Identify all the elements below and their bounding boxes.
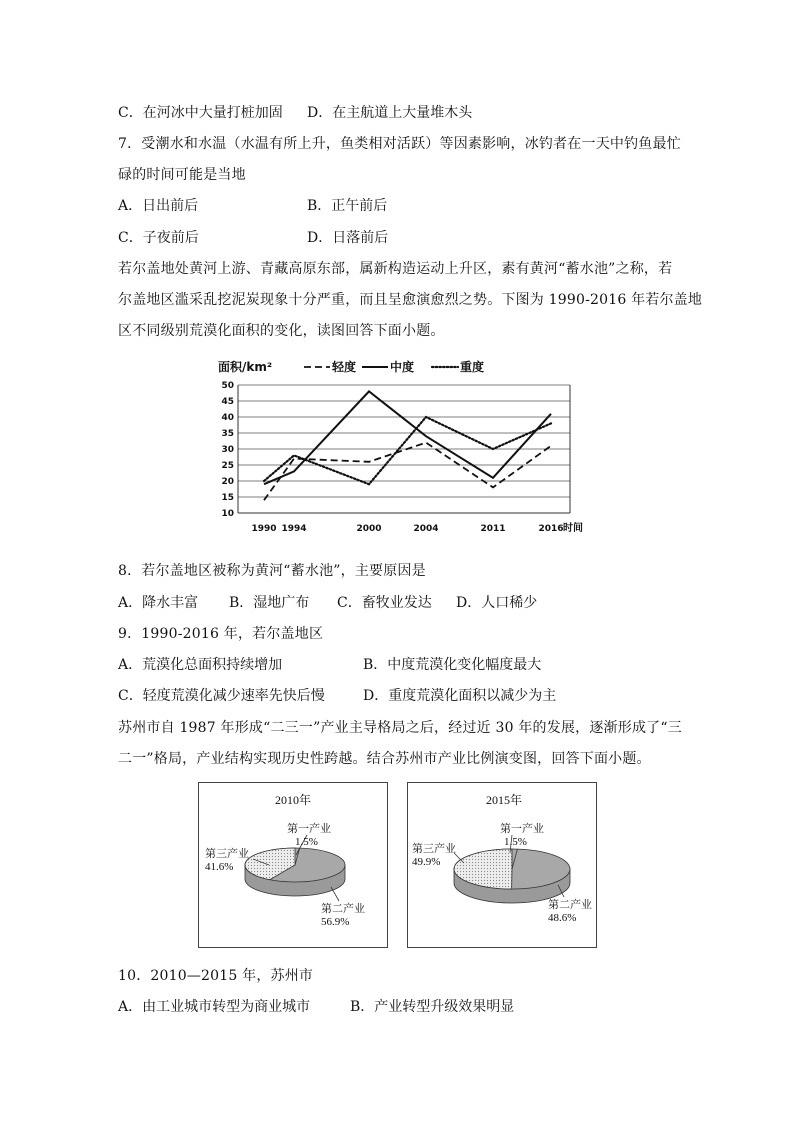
legend-label: 中度 [390, 360, 415, 374]
pie-primary-label: 第一产业 [500, 823, 544, 835]
pie-chart-2015 [407, 782, 597, 948]
q9-option-b: B．中度荒漠化变化幅度最大 [363, 657, 542, 673]
q8-stem: 8．若尔盖地区被称为黄河“蓄水池”，主要原因是 [118, 563, 426, 579]
series-line-dotted [264, 417, 551, 484]
pie-secondary-label: 第二产业 [321, 903, 365, 915]
series-line-dashed [264, 443, 551, 501]
q8-option-d: D．人口稀少 [456, 595, 538, 611]
q7-option-c: C．子夜前后 [118, 230, 199, 246]
q7-stem-line1: 7．受潮水和水温（水温有所上升，鱼类相对活跃）等因素影响，冰钓者在一天中钓鱼最忙 [118, 136, 681, 152]
passage2-line1: 苏州市自 1987 年形成“二三一”产业主导格局之后，经过近 30 年的发展，逐渐形成了“三 [118, 720, 682, 736]
q9-option-a: A．荒漠化总面积持续增加 [118, 657, 283, 673]
passage1-line2: 尔盖地区滥采乱挖泥炭现象十分严重，而且呈愈演愈烈之势。下图为 1990-2016 年若尔盖地 [118, 292, 703, 308]
q8-option-a: A．降水丰富 [118, 595, 199, 611]
q7-option-d: D．日落前后 [307, 230, 389, 246]
pie-title: 2010年 [275, 793, 312, 807]
q7-option-b: B．正午前后 [307, 198, 388, 214]
legend-label: 轻度 [332, 360, 357, 374]
pie-secondary-label: 第二产业 [548, 899, 592, 911]
pie-secondary-pct: 56.9% [321, 916, 350, 928]
y-tick-label: 40 [221, 413, 234, 423]
pie-tertiary-pct: 49.9% [412, 856, 441, 868]
q10-stem: 10．2010—2015 年，苏州市 [118, 968, 314, 984]
x-tick-label: 1990 [251, 524, 277, 534]
pie-secondary-pct: 48.6% [548, 912, 577, 924]
q7-stem-line2: 碌的时间可能是当地 [118, 167, 246, 183]
pie-primary-pct: 1.5% [504, 836, 527, 848]
pie-primary-label: 第一产业 [287, 823, 331, 835]
y-tick-label: 10 [221, 509, 234, 519]
q10-option-a: A．由工业城市转型为商业城市 [118, 999, 311, 1015]
y-tick-label: 45 [221, 397, 234, 407]
q6-option-c: C．在河冰中大量打桩加固 [118, 105, 283, 121]
y-tick-label: 15 [221, 493, 234, 503]
pie-chart-2010 [198, 782, 388, 948]
pie-tertiary-label: 第三产业 [412, 843, 456, 855]
q8-option-b: B．湿地广布 [229, 595, 310, 611]
y-tick-label: 30 [221, 445, 234, 455]
q10-option-b: B．产业转型升级效果明显 [350, 999, 515, 1015]
legend-label: 重度 [460, 360, 485, 374]
y-tick-label: 20 [221, 477, 234, 487]
chart-y-axis-label: 面积/km² [218, 360, 273, 374]
x-tick-label: 2000 [356, 524, 382, 534]
series-line-solid [264, 391, 551, 484]
q8-option-c: C．畜牧业发达 [337, 595, 432, 611]
pie-tertiary-pct: 41.6% [205, 861, 234, 873]
passage2-line2: 二一”格局，产业结构实现历史性跨越。结合苏州市产业比例演变图，回答下面小题。 [118, 751, 651, 767]
x-tick-label: 2004 [413, 524, 439, 534]
y-tick-label: 50 [221, 381, 234, 391]
q9-option-d: D．重度荒漠化面积以减少为主 [363, 688, 557, 704]
desertification-line-chart [214, 356, 584, 542]
q9-stem: 9．1990-2016 年，若尔盖地区 [118, 626, 324, 642]
pie-primary-pct: 1.5% [295, 836, 318, 848]
passage1-line1: 若尔盖地处黄河上游、青藏高原东部，属新构造运动上升区，素有黄河“蓄水池”之称，若 [118, 261, 673, 277]
pie-title: 2015年 [486, 793, 523, 807]
q9-option-c: C．轻度荒漠化减少速率先快后慢 [118, 688, 325, 704]
chart-x-axis-label: 时间 [563, 523, 583, 534]
x-tick-label: 2016 [538, 524, 564, 534]
x-tick-label: 1994 [281, 524, 307, 534]
x-tick-label: 2011 [480, 524, 506, 534]
pie-tertiary-label: 第三产业 [205, 848, 249, 860]
y-tick-label: 25 [221, 461, 234, 471]
passage1-line3: 区不同级别荒漠化面积的变化，读图回答下面小题。 [118, 323, 445, 339]
q7-option-a: A．日出前后 [118, 198, 199, 214]
y-tick-label: 35 [221, 429, 234, 439]
q6-option-d: D．在主航道上大量堆木头 [307, 105, 473, 121]
